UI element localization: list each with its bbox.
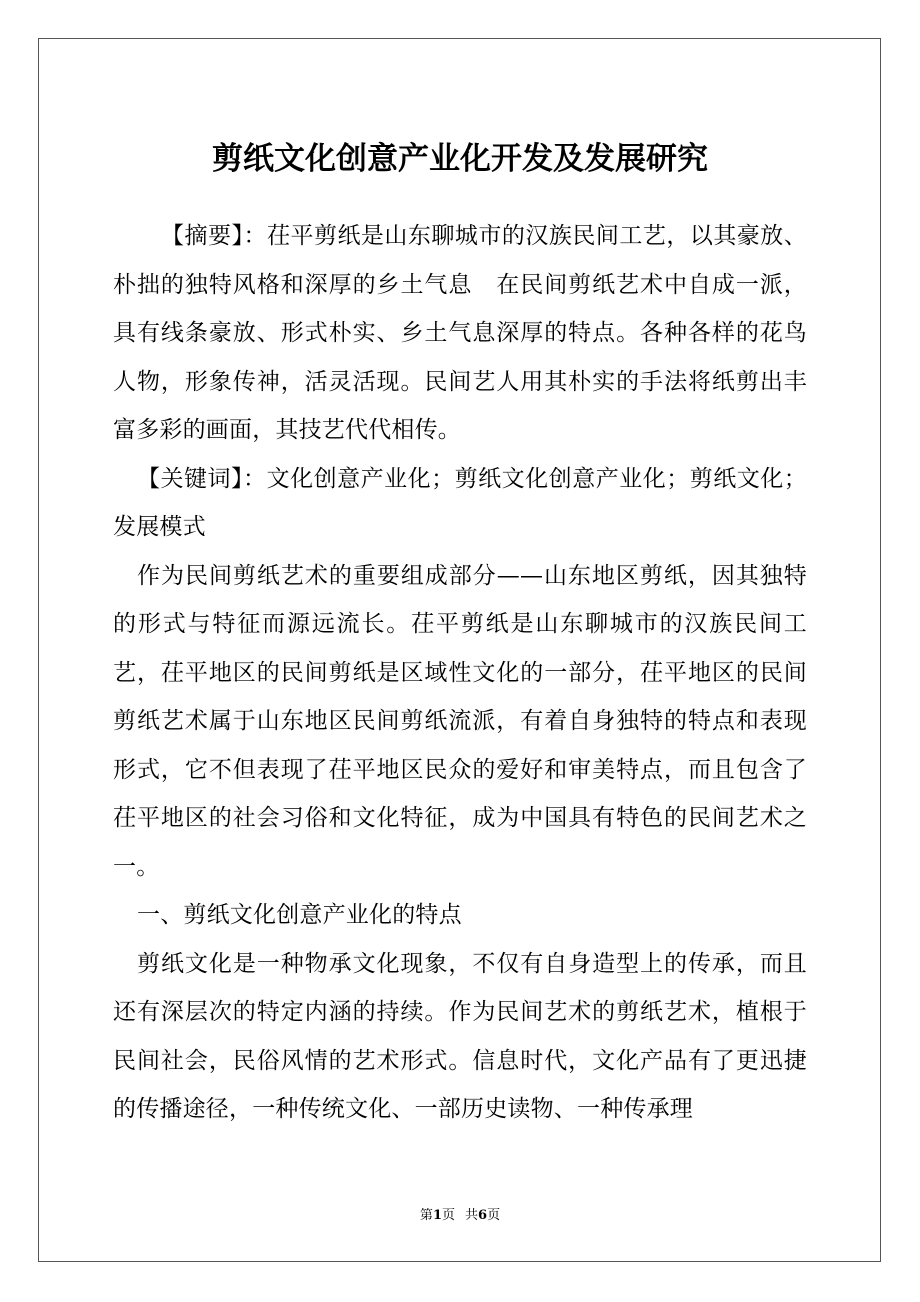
total-label-suffix: 页 [487, 1208, 501, 1223]
page-label-prefix: 第 [419, 1208, 433, 1223]
document-title: 剪纸文化创意产业化开发及发展研究 [212, 140, 708, 177]
total-label-prefix: 共 [465, 1208, 479, 1223]
intro-paragraph: 作为民间剪纸艺术的重要组成部分——山东地区剪纸，因其独特的形式与特征而源远流长。茌平剪纸是山东聊城市的汉族民间工艺，茌平地区的民间剪纸是区域性文化的一部分，茌平地区的民间剪纸艺术属于山东地区民间剪纸流派，有着自身独特的特点和表现形式，它不但表现了茌平地区民众的爱好和审美特点，而且包含了茌平地区的社会习俗和文化特征，成为中国具有特色的民间艺术之一。 [113, 562, 807, 880]
abstract-paragraph: 【摘要】：茌平剪纸是山东聊城市的汉族民间工艺，以其豪放、朴拙的独特风格和深厚的乡土气息 在民间剪纸艺术中自成一派，具有线条豪放、形式朴实、乡土气息深厚的特点。各种各样的花鸟人物，形象传神，活灵活现。民间艺人用其朴实的手法将纸剪出丰富多彩的画面，其技艺代代相传。 [113, 223, 807, 443]
section-paragraph: 剪纸文化是一种物承文化现象，不仅有自身造型上的传承，而且还有深层次的特定内涵的持续。作为民间艺术的剪纸艺术，植根于民间社会，民俗风情的艺术形式。信息时代，文化产品有了更迅捷的传播途径，一种传统文化、一部历史读物、一种传承理 [113, 950, 807, 1122]
keywords-paragraph: 【关键词】：文化创意产业化；剪纸文化创意产业化；剪纸文化；发展模式 [113, 465, 807, 540]
page-number: 1 [432, 1208, 442, 1223]
document-body [113, 212, 807, 1134]
page-label-suffix: 页 [441, 1208, 455, 1223]
section-heading: 一、剪纸文化创意产业化的特点 [137, 902, 462, 928]
page-footer [0, 1207, 920, 1225]
total-pages: 6 [478, 1208, 488, 1223]
